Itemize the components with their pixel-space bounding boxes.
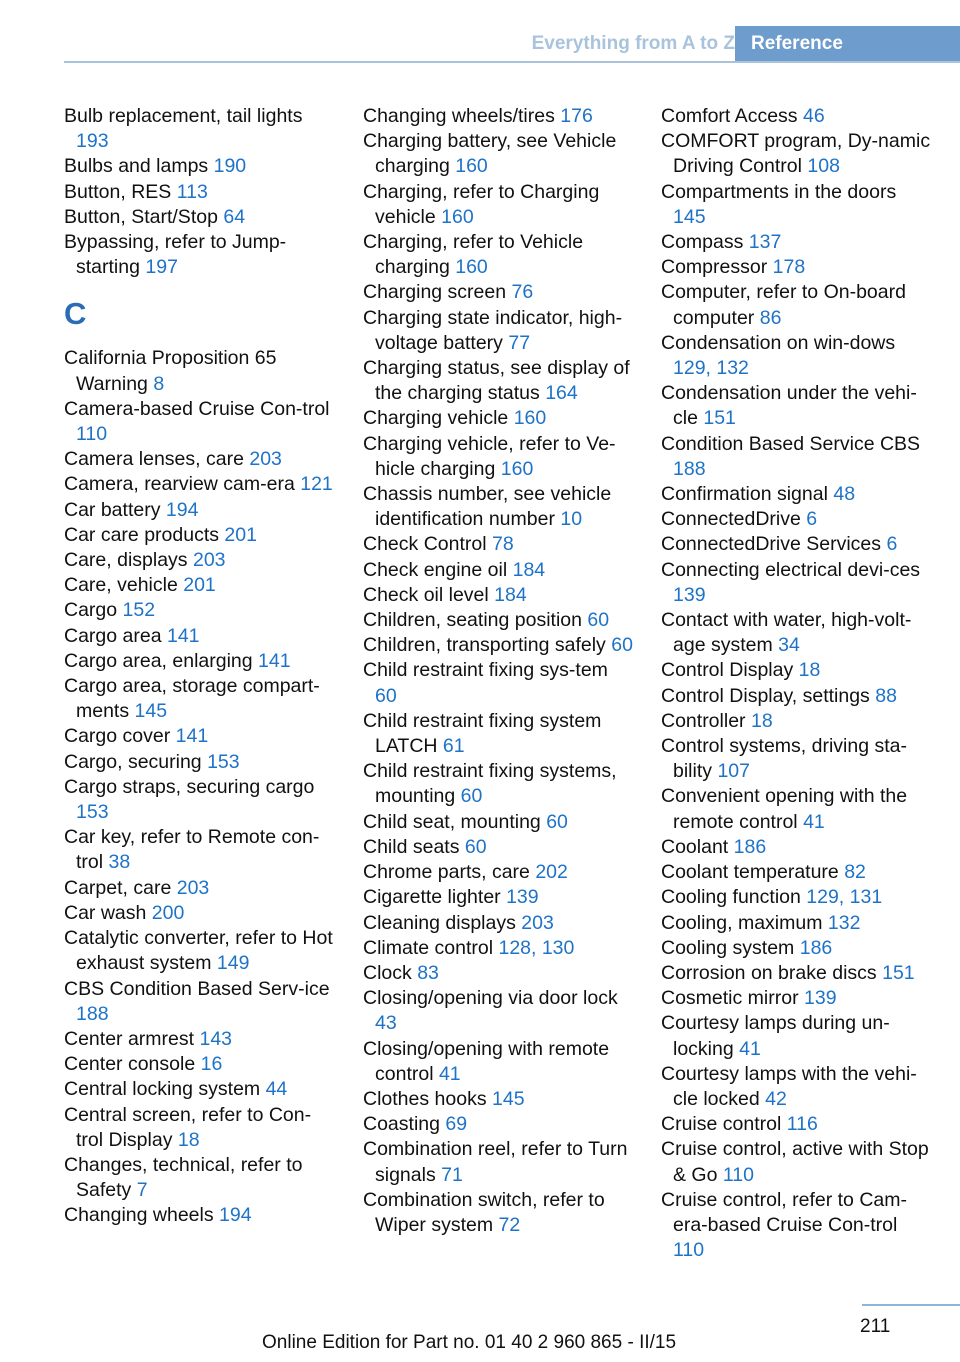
index-entry — [64, 724, 334, 749]
page-link[interactable]: 60 — [611, 634, 633, 657]
section-title: Everything from A to Z — [531, 33, 735, 54]
index-term: Control systems, driving sta-bility — [661, 735, 907, 783]
page-link[interactable]: 7 — [136, 1179, 148, 1202]
index-entry — [661, 608, 933, 658]
page-link[interactable]: 202 — [535, 861, 568, 884]
index-term: Carpet, care — [64, 876, 172, 899]
index-entry — [64, 1103, 334, 1153]
page-link[interactable]: 160 — [513, 407, 547, 430]
page-link[interactable]: 139 — [506, 886, 539, 909]
index-entry — [64, 624, 334, 649]
footer-rule — [862, 1304, 960, 1306]
index-entry — [661, 381, 933, 431]
index-entry — [363, 180, 633, 230]
index-entry — [661, 432, 933, 482]
page-link[interactable]: 151 — [882, 961, 915, 984]
page-link[interactable]: 6 — [886, 533, 898, 556]
index-entry — [363, 860, 633, 885]
index-entry — [661, 709, 933, 734]
index-term: Charging state indicator, high-voltage battery — [363, 306, 623, 354]
index-term: Chassis number, see vehicle identification number — [363, 483, 612, 531]
index-entry — [64, 154, 334, 179]
index-entry — [363, 583, 633, 608]
index-term: Changing wheels — [64, 1204, 214, 1227]
index-entry — [64, 1077, 334, 1102]
page-link[interactable]: 108 — [807, 155, 840, 178]
index-term: Bulb replacement, tail lights — [64, 105, 303, 127]
index-entry — [661, 532, 933, 557]
index-column-1 — [64, 104, 334, 1229]
index-entry — [64, 977, 334, 1027]
page-link[interactable]: 72 — [498, 1213, 521, 1236]
index-entry — [363, 558, 633, 583]
index-term: Check Control — [363, 533, 487, 556]
page-link[interactable]: 16 — [200, 1053, 223, 1076]
page-link[interactable]: 132 — [827, 911, 861, 934]
index-term: Clock — [363, 961, 412, 984]
index-entry — [363, 633, 633, 658]
index-entry — [363, 104, 633, 129]
index-entry — [64, 573, 334, 598]
page-link[interactable]: 197 — [145, 256, 178, 279]
page-link[interactable]: 86 — [759, 306, 782, 329]
index-term: Combination reel, refer to Turn signals — [363, 1138, 628, 1186]
index-term: Camera-based Cruise Con-trol — [64, 397, 330, 420]
page-link[interactable]: 78 — [491, 533, 514, 556]
page-link[interactable]: 201 — [224, 523, 257, 546]
index-term: Changing wheels/tires — [363, 105, 555, 127]
page-link[interactable]: 186 — [733, 835, 767, 858]
index-entry — [64, 649, 334, 674]
page-link[interactable]: 60 — [464, 835, 487, 858]
index-term: Cooling, maximum — [661, 911, 823, 934]
page-link[interactable]: 6 — [806, 508, 818, 531]
index-entry — [64, 523, 334, 548]
page-link[interactable]: 41 — [803, 810, 825, 833]
index-term: Child restraint fixing system LATCH — [363, 709, 602, 758]
index-term: Cargo cover — [64, 725, 171, 748]
page-link[interactable]: 139 — [804, 987, 837, 1010]
index-entry — [363, 1037, 633, 1087]
index-entry — [64, 1027, 334, 1052]
page-link[interactable]: 137 — [748, 231, 782, 254]
page-link[interactable]: 184 — [512, 558, 546, 581]
index-entry — [661, 1188, 933, 1264]
index-term: Cargo area, enlarging — [64, 649, 253, 672]
index-entry — [661, 784, 933, 834]
index-entry — [661, 280, 933, 330]
page-link[interactable]: 77 — [508, 331, 531, 354]
index-term: Cruise control, active with Stop & Go — [661, 1138, 929, 1186]
page-link[interactable]: 128, 130 — [498, 936, 575, 959]
index-term: Climate control — [363, 936, 494, 959]
index-term: Compass — [661, 231, 744, 254]
index-term: Cosmetic mirror — [661, 987, 799, 1010]
index-term: Compartments in the doors — [661, 180, 897, 203]
index-entry — [661, 255, 933, 280]
page-link[interactable]: 34 — [778, 634, 800, 657]
index-term: Child seat, mounting — [363, 810, 541, 833]
index-entry — [661, 230, 933, 255]
index-term: Condition Based Service CBS — [661, 432, 921, 455]
index-term: Center console — [64, 1053, 196, 1076]
page-link[interactable]: 71 — [441, 1163, 463, 1186]
index-term: California Proposition 65 Warning — [64, 347, 277, 395]
index-entry — [64, 926, 334, 976]
index-term: Charging vehicle, refer to Ve-hicle charging — [363, 432, 616, 480]
page-link[interactable]: 116 — [786, 1113, 818, 1136]
index-term: Cargo area, storage compart-ments — [64, 675, 320, 723]
index-entry — [661, 885, 933, 910]
page-link[interactable]: 160 — [455, 155, 488, 178]
page-link[interactable]: 145 — [673, 205, 706, 228]
chapter-tab[interactable]: Reference — [735, 26, 960, 62]
index-entry — [64, 825, 334, 875]
index-entry — [64, 901, 334, 926]
index-term: Children, transporting safely — [363, 634, 606, 657]
index-entry — [363, 658, 633, 708]
index-entry — [661, 331, 933, 381]
index-term: Cargo straps, securing cargo — [64, 775, 315, 798]
index-term: Convenient opening with the remote control — [661, 785, 908, 833]
index-term: Charging battery, see Vehicle charging — [363, 130, 617, 178]
page-link[interactable]: 160 — [455, 256, 488, 279]
index-entry — [363, 129, 633, 179]
page-link[interactable]: 18 — [750, 709, 773, 732]
index-column-2 — [363, 104, 633, 1238]
index-term: Closing/opening via door lock — [363, 987, 618, 1010]
index-term: Charging vehicle — [363, 407, 509, 430]
page-link[interactable]: 41 — [438, 1062, 461, 1085]
index-entry — [661, 129, 933, 179]
index-term: Cargo, securing — [64, 750, 202, 773]
page-link[interactable]: 203 — [521, 911, 554, 934]
index-term: Combination switch, refer to Wiper system — [363, 1188, 605, 1236]
index-term: Button, Start/Stop — [64, 205, 218, 228]
page-link[interactable]: 113 — [176, 180, 208, 203]
index-entry — [64, 750, 334, 775]
index-entry — [64, 1153, 334, 1203]
page-link[interactable]: 110 — [76, 423, 108, 446]
page-header — [64, 26, 960, 62]
page-link[interactable]: 107 — [717, 760, 750, 783]
index-term: Center armrest — [64, 1027, 195, 1050]
edition-note: Online Edition for Part no. 01 40 2 960 865 - II/15 — [262, 1332, 677, 1353]
page-link[interactable]: 83 — [417, 961, 439, 984]
page-link[interactable]: 141 — [258, 649, 291, 672]
page-link[interactable]: 121 — [300, 473, 333, 496]
index-entry — [363, 306, 633, 356]
index-entry — [363, 936, 633, 961]
index-entry — [363, 1087, 633, 1112]
index-entry — [661, 482, 933, 507]
index-entry — [363, 280, 633, 305]
page-link[interactable]: 178 — [772, 256, 806, 279]
page-link[interactable]: 203 — [249, 448, 282, 471]
page-link[interactable]: 41 — [739, 1037, 761, 1060]
index-term: Check oil level — [363, 583, 489, 606]
index-entry — [363, 986, 633, 1036]
index-term: Connecting electrical devi-ces — [661, 558, 921, 581]
page-link[interactable]: 149 — [216, 952, 250, 975]
header-rule — [64, 61, 960, 63]
index-entry — [64, 876, 334, 901]
index-term: Condensation under the vehi-cle — [661, 382, 917, 430]
page-link[interactable]: 18 — [798, 659, 821, 682]
index-entry — [661, 911, 933, 936]
index-entry — [661, 1112, 933, 1137]
page-link[interactable]: 143 — [199, 1027, 233, 1050]
page-link[interactable]: 18 — [177, 1128, 200, 1151]
index-entry — [363, 1112, 633, 1137]
page-link[interactable]: 201 — [183, 574, 216, 597]
page-link[interactable]: 153 — [207, 750, 240, 773]
index-entry — [64, 230, 334, 280]
index-term: Car care products — [64, 523, 219, 546]
index-term: Courtesy lamps during un-locking — [661, 1012, 890, 1060]
index-term: Computer, refer to On-board computer — [661, 281, 906, 329]
index-term: Central locking system — [64, 1078, 261, 1101]
index-term: Care, displays — [64, 549, 188, 572]
index-term: Coasting — [363, 1113, 440, 1136]
index-term: Catalytic converter, refer to Hot exhaust system — [64, 927, 333, 975]
index-entry — [661, 180, 933, 230]
index-entry — [363, 810, 633, 835]
index-term: ConnectedDrive Services — [661, 533, 882, 556]
page-link[interactable]: 43 — [375, 1012, 397, 1035]
page-link[interactable]: 151 — [703, 407, 736, 430]
page-link[interactable]: 190 — [213, 155, 247, 178]
index-entry — [64, 205, 334, 230]
index-entry — [661, 1011, 933, 1061]
index-entry — [661, 961, 933, 986]
page-link[interactable]: 188 — [673, 457, 706, 480]
page-link[interactable]: 110 — [673, 1239, 705, 1262]
page-link[interactable]: 88 — [875, 684, 897, 707]
index-term: Button, RES — [64, 180, 172, 203]
page-link[interactable]: 10 — [560, 508, 583, 531]
page-link[interactable]: 184 — [494, 583, 527, 606]
page-link[interactable]: 186 — [799, 936, 833, 959]
index-entry — [363, 709, 633, 759]
index-entry — [661, 684, 933, 709]
index-entry — [64, 1203, 334, 1228]
index-entry — [64, 180, 334, 205]
index-entry — [363, 482, 633, 532]
page-link[interactable]: 145 — [134, 700, 168, 723]
index-entry — [661, 104, 933, 129]
index-term: COMFORT program, Dy-namic Driving Control — [661, 130, 931, 178]
index-entry — [363, 406, 633, 431]
page-link[interactable]: 141 — [166, 624, 200, 647]
index-term: Charging status, see display of the charging status — [363, 357, 630, 405]
index-entry — [661, 734, 933, 784]
index-entry — [363, 1137, 633, 1187]
page-link[interactable]: 8 — [153, 372, 165, 395]
index-entry — [661, 936, 933, 961]
index-entry — [363, 961, 633, 986]
page-link[interactable]: 193 — [76, 130, 109, 153]
index-entry — [64, 1052, 334, 1077]
index-entry — [363, 608, 633, 633]
index-term: Coolant temperature — [661, 861, 839, 884]
page-link[interactable]: 60 — [587, 609, 610, 632]
page-link[interactable]: 145 — [492, 1087, 525, 1110]
index-term: Clothes hooks — [363, 1087, 487, 1110]
page-link[interactable]: 200 — [151, 901, 185, 924]
index-term: Charging, refer to Vehicle charging — [363, 231, 584, 279]
index-entry — [64, 775, 334, 825]
page-link[interactable]: 82 — [844, 861, 866, 884]
page-link[interactable]: 203 — [192, 549, 226, 572]
index-term: Cooling system — [661, 936, 795, 959]
index-term: Charging screen — [363, 281, 507, 304]
index-entry — [64, 598, 334, 623]
index-term: Charging, refer to Charging vehicle — [363, 180, 600, 228]
index-term: Car key, refer to Remote con-trol — [64, 826, 320, 874]
index-term: Camera lenses, care — [64, 448, 244, 471]
index-term: Control Display, settings — [661, 684, 870, 707]
index-term: Coolant — [661, 835, 729, 858]
index-term: Child restraint fixing systems, mounting — [363, 760, 617, 808]
index-entry — [64, 498, 334, 523]
index-term: Care, vehicle — [64, 574, 178, 597]
index-entry — [64, 548, 334, 573]
index-entry — [661, 986, 933, 1011]
index-term: Car battery — [64, 498, 161, 521]
page-link[interactable]: 203 — [176, 876, 210, 899]
page-link[interactable]: 60 — [375, 684, 397, 707]
index-term: Chrome parts, care — [363, 861, 530, 884]
page-link[interactable]: 139 — [673, 583, 706, 606]
index-term: Confirmation signal — [661, 483, 828, 506]
page-link[interactable]: 194 — [165, 498, 199, 521]
index-entry — [64, 397, 334, 447]
index-entry — [64, 104, 334, 154]
index-term: Cooling function — [661, 886, 801, 909]
index-entry — [661, 558, 933, 608]
index-entry — [661, 1062, 933, 1112]
index-entry — [363, 885, 633, 910]
page-link[interactable]: 44 — [265, 1078, 288, 1101]
index-entry — [661, 860, 933, 885]
index-entry — [661, 1137, 933, 1187]
index-term: Children, seating position — [363, 609, 582, 632]
index-term: Courtesy lamps with the vehi-cle locked — [661, 1062, 917, 1110]
page-link[interactable]: 42 — [765, 1087, 787, 1110]
page-link[interactable]: 160 — [500, 457, 534, 480]
index-term: Bulbs and lamps — [64, 155, 209, 178]
index-entry — [661, 835, 933, 860]
index-term: Cargo — [64, 599, 118, 622]
index-term: Closing/opening with remote control — [363, 1037, 610, 1085]
index-term: ConnectedDrive — [661, 508, 801, 531]
index-term: Contact with water, high-volt-age system — [661, 609, 912, 657]
index-term: Child seats — [363, 835, 460, 858]
page-link[interactable]: 153 — [76, 801, 109, 824]
page-number: 211 — [860, 1316, 891, 1337]
page-link[interactable]: 141 — [175, 725, 209, 748]
index-entry — [64, 346, 334, 396]
index-term: Cigarette lighter — [363, 886, 501, 909]
index-column-3 — [661, 104, 933, 1263]
index-term: Central screen, refer to Con-trol Display — [64, 1103, 312, 1151]
page-link[interactable]: 76 — [511, 281, 534, 304]
index-term: Bypassing, refer to Jump-starting — [64, 231, 287, 279]
page-link[interactable]: 110 — [722, 1163, 754, 1186]
index-term: Child restraint fixing sys-tem — [363, 659, 608, 682]
index-entry — [363, 835, 633, 860]
page-link[interactable]: 129, 131 — [806, 886, 883, 909]
index-entry — [363, 432, 633, 482]
index-term: CBS Condition Based Serv-ice — [64, 977, 330, 1000]
page-link[interactable]: 48 — [833, 483, 856, 506]
index-entry — [363, 759, 633, 809]
page-link[interactable]: 152 — [122, 599, 156, 622]
index-entry — [661, 507, 933, 532]
page-link[interactable]: 38 — [108, 851, 131, 874]
index-term: Corrosion on brake discs — [661, 961, 877, 984]
index-term: Cargo area — [64, 624, 162, 647]
index-entry — [363, 911, 633, 936]
index-term: Cruise control — [661, 1113, 782, 1136]
index-entry — [64, 472, 334, 497]
page-link[interactable]: 46 — [802, 105, 825, 127]
index-term: Controller — [661, 709, 746, 732]
index-term: Cleaning displays — [363, 911, 516, 934]
page-link[interactable]: 176 — [560, 105, 593, 127]
index-entry — [363, 356, 633, 406]
index-entry — [64, 447, 334, 472]
page-link[interactable]: 194 — [219, 1204, 252, 1227]
index-term: Control Display — [661, 659, 794, 682]
index-term: Car wash — [64, 901, 147, 924]
index-term: Camera, rearview cam-era — [64, 473, 295, 496]
index-entry — [661, 658, 933, 683]
page-link[interactable]: 61 — [442, 735, 465, 758]
index-entry — [363, 1188, 633, 1238]
page-link[interactable]: 69 — [445, 1113, 468, 1136]
page-link[interactable]: 129, 132 — [673, 357, 749, 380]
index-entry — [363, 230, 633, 280]
index-term: Check engine oil — [363, 558, 508, 581]
page-link[interactable]: 160 — [441, 205, 474, 228]
page-link[interactable]: 64 — [223, 205, 246, 228]
index-term: Cruise control, refer to Cam-era-based Cruise Con-trol — [661, 1188, 907, 1236]
page-link[interactable]: 188 — [76, 1002, 109, 1025]
page-link[interactable]: 60 — [460, 785, 483, 808]
page-link[interactable]: 164 — [545, 382, 578, 405]
index-term: Changes, technical, refer to Safety — [64, 1153, 303, 1202]
index-entry — [363, 532, 633, 557]
index-term: Comfort Access — [661, 105, 798, 127]
index-term: Compressor — [661, 256, 768, 279]
index-term: Condensation on win-dows — [661, 331, 896, 354]
index-letter-heading: C — [64, 296, 87, 332]
page-link[interactable]: 60 — [546, 810, 568, 833]
index-entry — [64, 674, 334, 724]
